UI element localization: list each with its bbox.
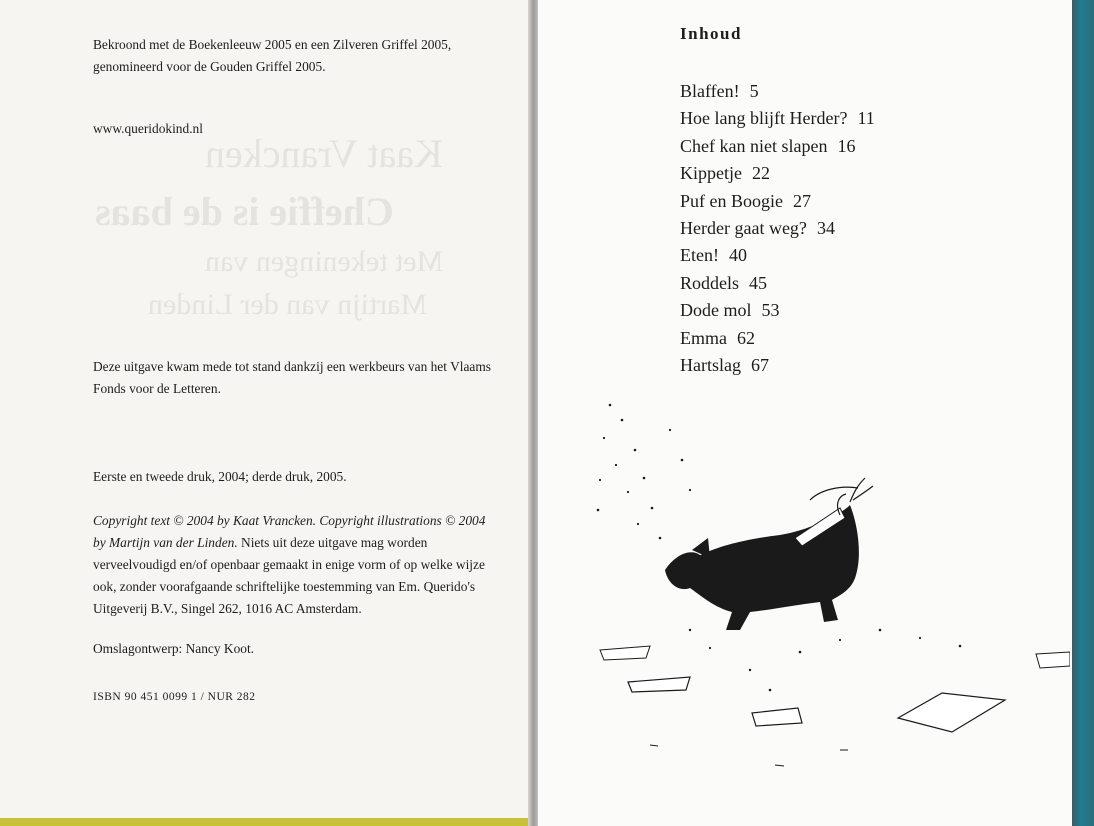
toc-chapter-title: Hoe lang blijft Herder?	[680, 108, 848, 129]
toc-entry	[680, 270, 875, 297]
toc-entry	[680, 325, 875, 352]
toc-chapter-title: Emma	[680, 327, 727, 348]
toc-entry	[680, 105, 875, 132]
showthrough-subtitle-2: Martijn van der Linden	[148, 288, 428, 321]
copyright-credits: Copyright text © 2004 by Kaat Vrancken. Copyright illustrations © 2004 by Martijn van der Linden.	[93, 513, 486, 550]
toc-entry	[680, 188, 875, 215]
toc-chapter-title: Kippetje	[680, 163, 742, 184]
toc-page-number: 45	[749, 272, 768, 293]
toc-chapter-title: Hartslag	[680, 355, 741, 376]
grant-text: Deze uitgave kwam mede tot stand dankzij een werkbeurs van het Vlaams Fonds voor de Letteren.	[93, 359, 491, 396]
isbn: ISBN 90 451 0099 1 / NUR 282	[93, 691, 256, 703]
showthrough-subtitle-1: Met tekeningen van	[205, 245, 444, 278]
toc-page-number: 62	[737, 327, 755, 348]
toc-chapter-title: Roddels	[680, 272, 740, 293]
toc-entry	[680, 215, 875, 242]
toc-page-number: 34	[816, 218, 835, 239]
left-page	[0, 0, 530, 818]
toc-entry	[680, 133, 875, 160]
showthrough-title: Cheffie is de baas	[95, 189, 394, 234]
toc-entry	[680, 352, 875, 379]
cover-strip	[0, 818, 530, 826]
copyright-rights: Niets uit deze uitgave mag worden verveelvoudigd en/of openbaar gemaakt in enige vorm of op welke wijze ook, zonder voorafgaande schriftelijke toestemming van Em. Querido's Uitgeverij B.V., Singel 262, 1016 AC Amsterdam.	[93, 535, 485, 616]
toc-heading: Inhoud	[680, 24, 742, 43]
toc-page-number: 40	[728, 245, 747, 266]
dog-illustration	[540, 390, 1070, 770]
toc-entry	[680, 297, 875, 324]
publisher-url: www.queridokind.nl	[93, 121, 203, 136]
toc-chapter-title: Blaffen!	[680, 81, 740, 101]
toc-page-number: 67	[750, 355, 769, 376]
toc-page-number: 53	[761, 300, 780, 321]
toc-chapter-title: Herder gaat weg?	[680, 218, 807, 239]
copyright-notice	[93, 510, 488, 620]
toc-entry	[680, 242, 875, 269]
printing-history: Eerste en tweede druk, 2004; derde druk, 2005.	[93, 469, 347, 484]
toc-chapter-title: Dode mol	[680, 300, 752, 321]
toc-page-number: 27	[793, 190, 811, 211]
toc-chapter-title: Eten!	[680, 245, 719, 266]
toc-entry	[680, 78, 875, 105]
toc-chapter-title: Puf en Boogie	[680, 190, 783, 211]
cover-design-credit: Omslagontwerp: Nancy Koot.	[93, 641, 255, 656]
toc-page-number: 5	[749, 81, 759, 101]
toc-page-number: 22	[751, 163, 770, 184]
toc-page-number: 16	[837, 135, 856, 156]
toc-chapter-title: Chef kan niet slapen	[680, 135, 828, 156]
showthrough-author: Kaat Vrancken	[205, 131, 443, 176]
cover-edge	[1072, 0, 1094, 826]
toc-page-number: 11	[857, 108, 875, 129]
toc-entry	[680, 160, 875, 187]
table-of-contents	[680, 78, 875, 379]
award-text: Bekroond met de Boekenleeuw 2005 en een Zilveren Griffel 2005, genomineerd voor de Gouden Griffel 2005.	[93, 37, 452, 74]
